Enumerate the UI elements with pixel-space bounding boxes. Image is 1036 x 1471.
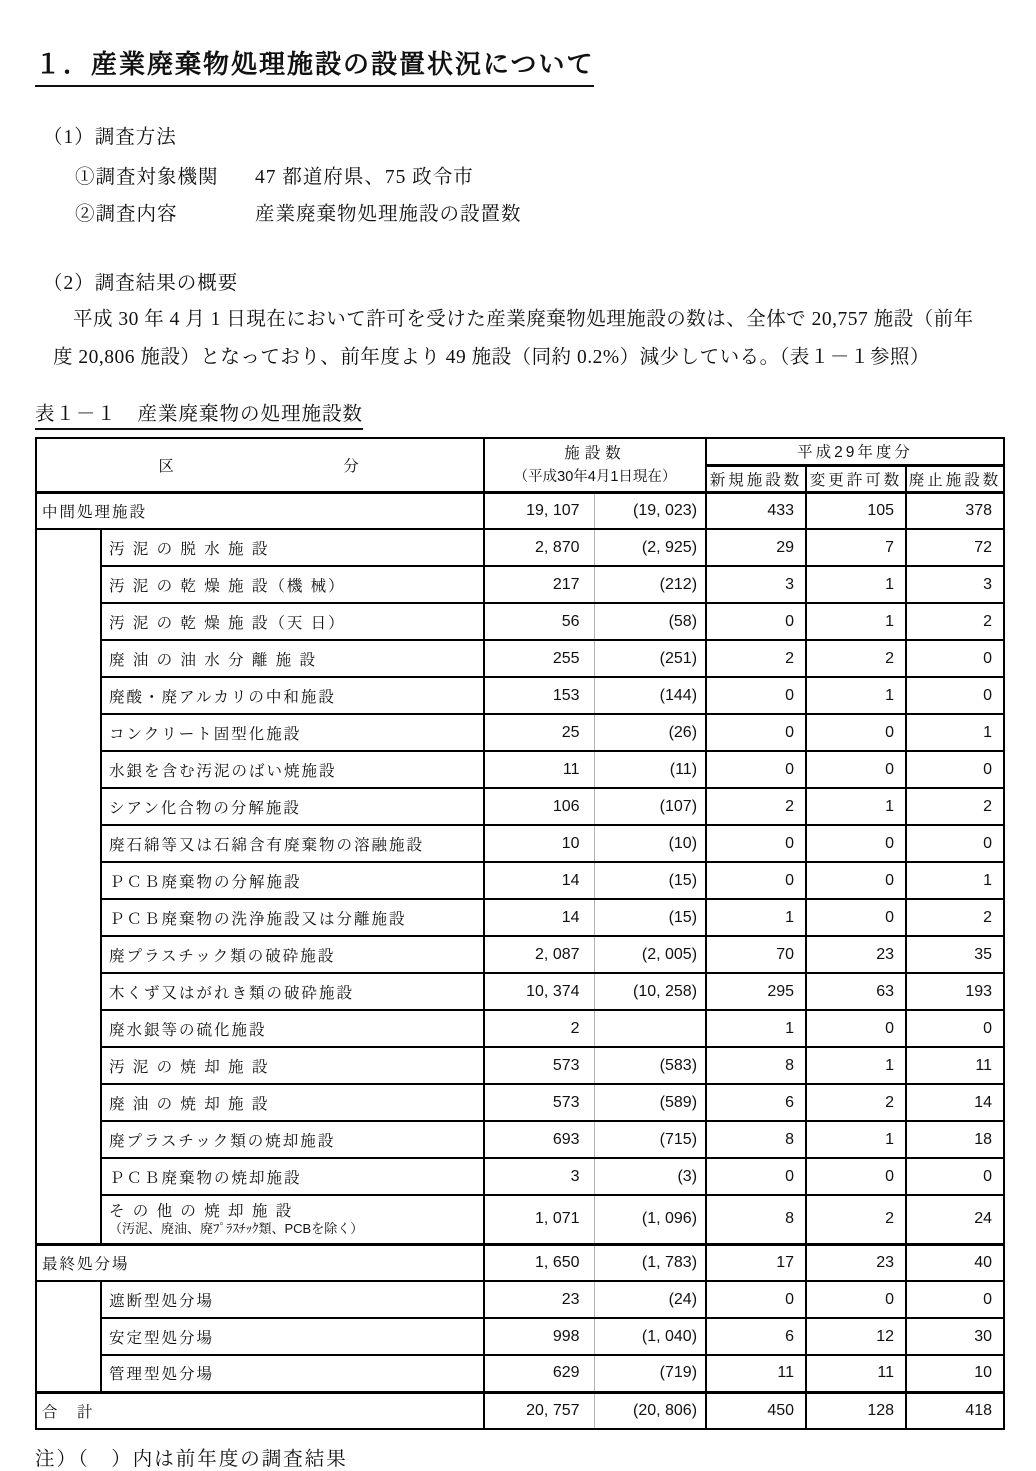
row-new: 6 xyxy=(706,1318,806,1355)
row-new: 29 xyxy=(706,529,806,566)
section2-heading: （2）調査結果の概要 xyxy=(43,273,239,294)
table-row xyxy=(36,1084,1004,1121)
row-count: 14 xyxy=(484,899,594,936)
survey-target-label: ①調査対象機関 xyxy=(75,167,219,188)
row-count: 2, 087 xyxy=(484,936,594,973)
row-abolish: 2 xyxy=(906,603,1004,640)
table-row xyxy=(36,1318,1004,1355)
row-change: 0 xyxy=(806,1281,906,1318)
row-label: ＰＣＢ廃棄物の洗浄施設又は分離施設 xyxy=(101,899,484,936)
footnote: 注）（ ）内は前年度の調査結果 xyxy=(35,1449,348,1470)
row-prev: (58) xyxy=(594,603,706,640)
row-abolish: 0 xyxy=(906,825,1004,862)
section1-items xyxy=(75,159,1003,233)
row-label xyxy=(101,1195,484,1244)
table-row xyxy=(36,1195,1004,1244)
row-new: 70 xyxy=(706,936,806,973)
row-label: 木くず又はがれき類の破砕施設 xyxy=(101,973,484,1010)
row-count: 693 xyxy=(484,1121,594,1158)
row-new: 433 xyxy=(706,492,806,529)
row-count: 10, 374 xyxy=(484,973,594,1010)
row-new: 0 xyxy=(706,714,806,751)
table-row xyxy=(36,529,1004,566)
row-abolish: 1 xyxy=(906,714,1004,751)
row-prev: (19, 023) xyxy=(594,492,706,529)
survey-content-value: 産業廃棄物処理施設の設置数 xyxy=(255,204,522,225)
row-new: 2 xyxy=(706,640,806,677)
table-row xyxy=(36,566,1004,603)
page-title xyxy=(35,44,1003,87)
row-label: 管理型処分場 xyxy=(101,1355,484,1392)
row-change: 0 xyxy=(806,899,906,936)
row-count: 11 xyxy=(484,751,594,788)
table-row xyxy=(36,751,1004,788)
row-abolish: 72 xyxy=(906,529,1004,566)
overview-line-1: 平成 30 年 4 月 1 日現在において許可を受けた産業廃棄物処理施設の数は、全体で 20,757 施設（前年 xyxy=(73,309,974,330)
row-count: 998 xyxy=(484,1318,594,1355)
row-new: 0 xyxy=(706,862,806,899)
row-label: ＰＣＢ廃棄物の分解施設 xyxy=(101,862,484,899)
row-label: 遮断型処分場 xyxy=(101,1281,484,1318)
table-row xyxy=(36,899,1004,936)
row-new: 0 xyxy=(706,603,806,640)
row-prev: (719) xyxy=(594,1355,706,1392)
row-abolish: 0 xyxy=(906,751,1004,788)
table-row xyxy=(36,1355,1004,1392)
row-label: 汚 泥 の 乾 燥 施 設（天 日） xyxy=(101,603,484,640)
row-abolish: 418 xyxy=(906,1392,1004,1429)
row-label: ＰＣＢ廃棄物の焼却施設 xyxy=(101,1158,484,1195)
row-label: 廃酸・廃アルカリの中和施設 xyxy=(101,677,484,714)
table-row xyxy=(36,1281,1004,1318)
row-change: 7 xyxy=(806,529,906,566)
row-change: 23 xyxy=(806,1244,906,1281)
row-change: 63 xyxy=(806,973,906,1010)
header-abolish: 廃止施設数 xyxy=(906,465,1004,492)
header-category: 区 分 xyxy=(36,438,484,492)
table-row xyxy=(36,973,1004,1010)
row-prev: (144) xyxy=(594,677,706,714)
section1-heading: （1）調査方法 xyxy=(43,127,177,148)
row-label: 汚 泥 の 焼 却 施 設 xyxy=(101,1047,484,1084)
header-new: 新規施設数 xyxy=(706,465,806,492)
table-row xyxy=(36,1244,1004,1281)
row-prev: (1, 040) xyxy=(594,1318,706,1355)
row-change: 2 xyxy=(806,640,906,677)
row-abolish: 0 xyxy=(906,1158,1004,1195)
survey-target-value: 47 都道府県、75 政令市 xyxy=(255,167,474,188)
row-label: 廃プラスチック類の焼却施設 xyxy=(101,1121,484,1158)
header-change: 変更許可数 xyxy=(806,465,906,492)
row-count: 629 xyxy=(484,1355,594,1392)
row-count: 153 xyxy=(484,677,594,714)
row-prev: (20, 806) xyxy=(594,1392,706,1429)
row-new: 295 xyxy=(706,973,806,1010)
header-count-subtitle: （平成30年4月1日現在） xyxy=(513,468,677,485)
row-new: 0 xyxy=(706,1158,806,1195)
table-caption xyxy=(35,398,1003,430)
row-abolish: 3 xyxy=(906,566,1004,603)
row-prev: (251) xyxy=(594,640,706,677)
row-prev: (10, 258) xyxy=(594,973,706,1010)
row-prev: (24) xyxy=(594,1281,706,1318)
row-label: 廃プラスチック類の破砕施設 xyxy=(101,936,484,973)
row-change: 1 xyxy=(806,788,906,825)
row-label: 最終処分場 xyxy=(36,1244,484,1281)
page-title-text: １．産業廃棄物処理施設の設置状況について xyxy=(35,44,594,87)
indent-spacer xyxy=(36,1281,101,1392)
row-count: 19, 107 xyxy=(484,492,594,529)
header-h29: 平成29年度分 xyxy=(706,438,1004,465)
row-prev: (26) xyxy=(594,714,706,751)
row-count: 3 xyxy=(484,1158,594,1195)
row-new: 0 xyxy=(706,825,806,862)
row-new: 1 xyxy=(706,899,806,936)
row-count: 255 xyxy=(484,640,594,677)
row-abolish: 35 xyxy=(906,936,1004,973)
row-abolish: 1 xyxy=(906,862,1004,899)
indent-spacer xyxy=(36,529,101,1244)
row-label: 汚 泥 の 脱 水 施 設 xyxy=(101,529,484,566)
row-label: 廃 油 の 油 水 分 離 施 設 xyxy=(101,640,484,677)
row-new: 8 xyxy=(706,1121,806,1158)
row-change: 2 xyxy=(806,1195,906,1244)
row-prev xyxy=(594,1010,706,1047)
row-change: 1 xyxy=(806,677,906,714)
row-new: 0 xyxy=(706,751,806,788)
row-label: シアン化合物の分解施設 xyxy=(101,788,484,825)
table-header xyxy=(36,438,1004,492)
row-change: 0 xyxy=(806,1010,906,1047)
row-label: 汚 泥 の 乾 燥 施 設（機 械） xyxy=(101,566,484,603)
row-label: 廃 油 の 焼 却 施 設 xyxy=(101,1084,484,1121)
row-change: 1 xyxy=(806,1121,906,1158)
row-prev: (2, 925) xyxy=(594,529,706,566)
overview-line-2: 度 20,806 施設）となっており、前年度より 49 施設（同約 0.2%）減少している。（表１－１参照） xyxy=(53,346,930,368)
row-change: 128 xyxy=(806,1392,906,1429)
row-new: 0 xyxy=(706,1281,806,1318)
row-new: 0 xyxy=(706,677,806,714)
row-abolish: 193 xyxy=(906,973,1004,1010)
row-label: 水銀を含む汚泥のばい焼施設 xyxy=(101,751,484,788)
table-row xyxy=(36,1158,1004,1195)
table-row xyxy=(36,492,1004,529)
header-row-1 xyxy=(36,438,1004,465)
row-new: 2 xyxy=(706,788,806,825)
table-row xyxy=(36,862,1004,899)
row-abolish: 2 xyxy=(906,899,1004,936)
row-prev: (715) xyxy=(594,1121,706,1158)
survey-target-line xyxy=(75,159,1003,196)
row-prev: (589) xyxy=(594,1084,706,1121)
row-label: 中間処理施設 xyxy=(36,492,484,529)
table-row xyxy=(36,825,1004,862)
row-abolish: 30 xyxy=(906,1318,1004,1355)
table-caption-text: 表１－１ 産業廃棄物の処理施設数 xyxy=(35,398,363,430)
row-abolish: 0 xyxy=(906,677,1004,714)
table-row xyxy=(36,677,1004,714)
row-label: 廃石綿等又は石綿含有廃棄物の溶融施設 xyxy=(101,825,484,862)
row-new: 1 xyxy=(706,1010,806,1047)
row-count: 106 xyxy=(484,788,594,825)
row-count: 56 xyxy=(484,603,594,640)
row-count: 217 xyxy=(484,566,594,603)
table-row xyxy=(36,714,1004,751)
table-row xyxy=(36,936,1004,973)
row-prev: (2, 005) xyxy=(594,936,706,973)
row-change: 0 xyxy=(806,862,906,899)
row-count: 2 xyxy=(484,1010,594,1047)
row-prev: (15) xyxy=(594,862,706,899)
row-count: 1, 071 xyxy=(484,1195,594,1244)
row-change: 105 xyxy=(806,492,906,529)
row-abolish: 10 xyxy=(906,1355,1004,1392)
row-new: 11 xyxy=(706,1355,806,1392)
row-abolish: 2 xyxy=(906,788,1004,825)
row-abolish: 0 xyxy=(906,640,1004,677)
row-new: 3 xyxy=(706,566,806,603)
row-new: 8 xyxy=(706,1195,806,1244)
header-count-title: 施設数 xyxy=(564,444,626,462)
header-count xyxy=(484,438,706,492)
row-prev: (107) xyxy=(594,788,706,825)
row-change: 12 xyxy=(806,1318,906,1355)
row-abolish: 11 xyxy=(906,1047,1004,1084)
row-label: 廃水銀等の硫化施設 xyxy=(101,1010,484,1047)
row-count: 20, 757 xyxy=(484,1392,594,1429)
row-count: 25 xyxy=(484,714,594,751)
facility-table xyxy=(35,437,1005,1430)
row-prev: (583) xyxy=(594,1047,706,1084)
table-row xyxy=(36,1121,1004,1158)
row-abolish: 0 xyxy=(906,1281,1004,1318)
row-count: 573 xyxy=(484,1047,594,1084)
row-prev: (1, 096) xyxy=(594,1195,706,1244)
row-change: 0 xyxy=(806,714,906,751)
row-abolish: 378 xyxy=(906,492,1004,529)
row-change: 1 xyxy=(806,603,906,640)
row-abolish: 18 xyxy=(906,1121,1004,1158)
row-label: 合 計 xyxy=(36,1392,484,1429)
row-new: 450 xyxy=(706,1392,806,1429)
row-change: 23 xyxy=(806,936,906,973)
overview-paragraph xyxy=(53,301,1003,376)
row-count: 573 xyxy=(484,1084,594,1121)
survey-content-line xyxy=(75,196,1003,233)
row-label: 安定型処分場 xyxy=(101,1318,484,1355)
row-label-line2: （汚泥、廃油、廃ﾌﾟﾗｽﾁｯｸ類、PCBを除く） xyxy=(109,1221,364,1237)
row-count: 2, 870 xyxy=(484,529,594,566)
row-change: 0 xyxy=(806,1158,906,1195)
row-change: 11 xyxy=(806,1355,906,1392)
table-row xyxy=(36,788,1004,825)
row-change: 0 xyxy=(806,751,906,788)
row-abolish: 0 xyxy=(906,1010,1004,1047)
row-prev: (212) xyxy=(594,566,706,603)
row-abolish: 40 xyxy=(906,1244,1004,1281)
row-new: 17 xyxy=(706,1244,806,1281)
row-count: 14 xyxy=(484,862,594,899)
survey-content-label: ②調査内容 xyxy=(75,204,178,225)
row-count: 23 xyxy=(484,1281,594,1318)
row-label: コンクリート固型化施設 xyxy=(101,714,484,751)
row-new: 6 xyxy=(706,1084,806,1121)
row-prev: (15) xyxy=(594,899,706,936)
row-prev: (3) xyxy=(594,1158,706,1195)
row-change: 1 xyxy=(806,566,906,603)
row-count: 1, 650 xyxy=(484,1244,594,1281)
table-row xyxy=(36,1010,1004,1047)
row-count: 10 xyxy=(484,825,594,862)
row-abolish: 24 xyxy=(906,1195,1004,1244)
row-prev: (11) xyxy=(594,751,706,788)
row-abolish: 14 xyxy=(906,1084,1004,1121)
row-change: 0 xyxy=(806,825,906,862)
table-row xyxy=(36,1047,1004,1084)
row-change: 1 xyxy=(806,1047,906,1084)
table-row xyxy=(36,603,1004,640)
row-label-line1: そ の 他 の 焼 却 施 設 xyxy=(109,1203,294,1221)
table-row xyxy=(36,640,1004,677)
row-new: 8 xyxy=(706,1047,806,1084)
row-change: 2 xyxy=(806,1084,906,1121)
row-prev: (1, 783) xyxy=(594,1244,706,1281)
row-prev: (10) xyxy=(594,825,706,862)
table-row-total xyxy=(36,1392,1004,1429)
